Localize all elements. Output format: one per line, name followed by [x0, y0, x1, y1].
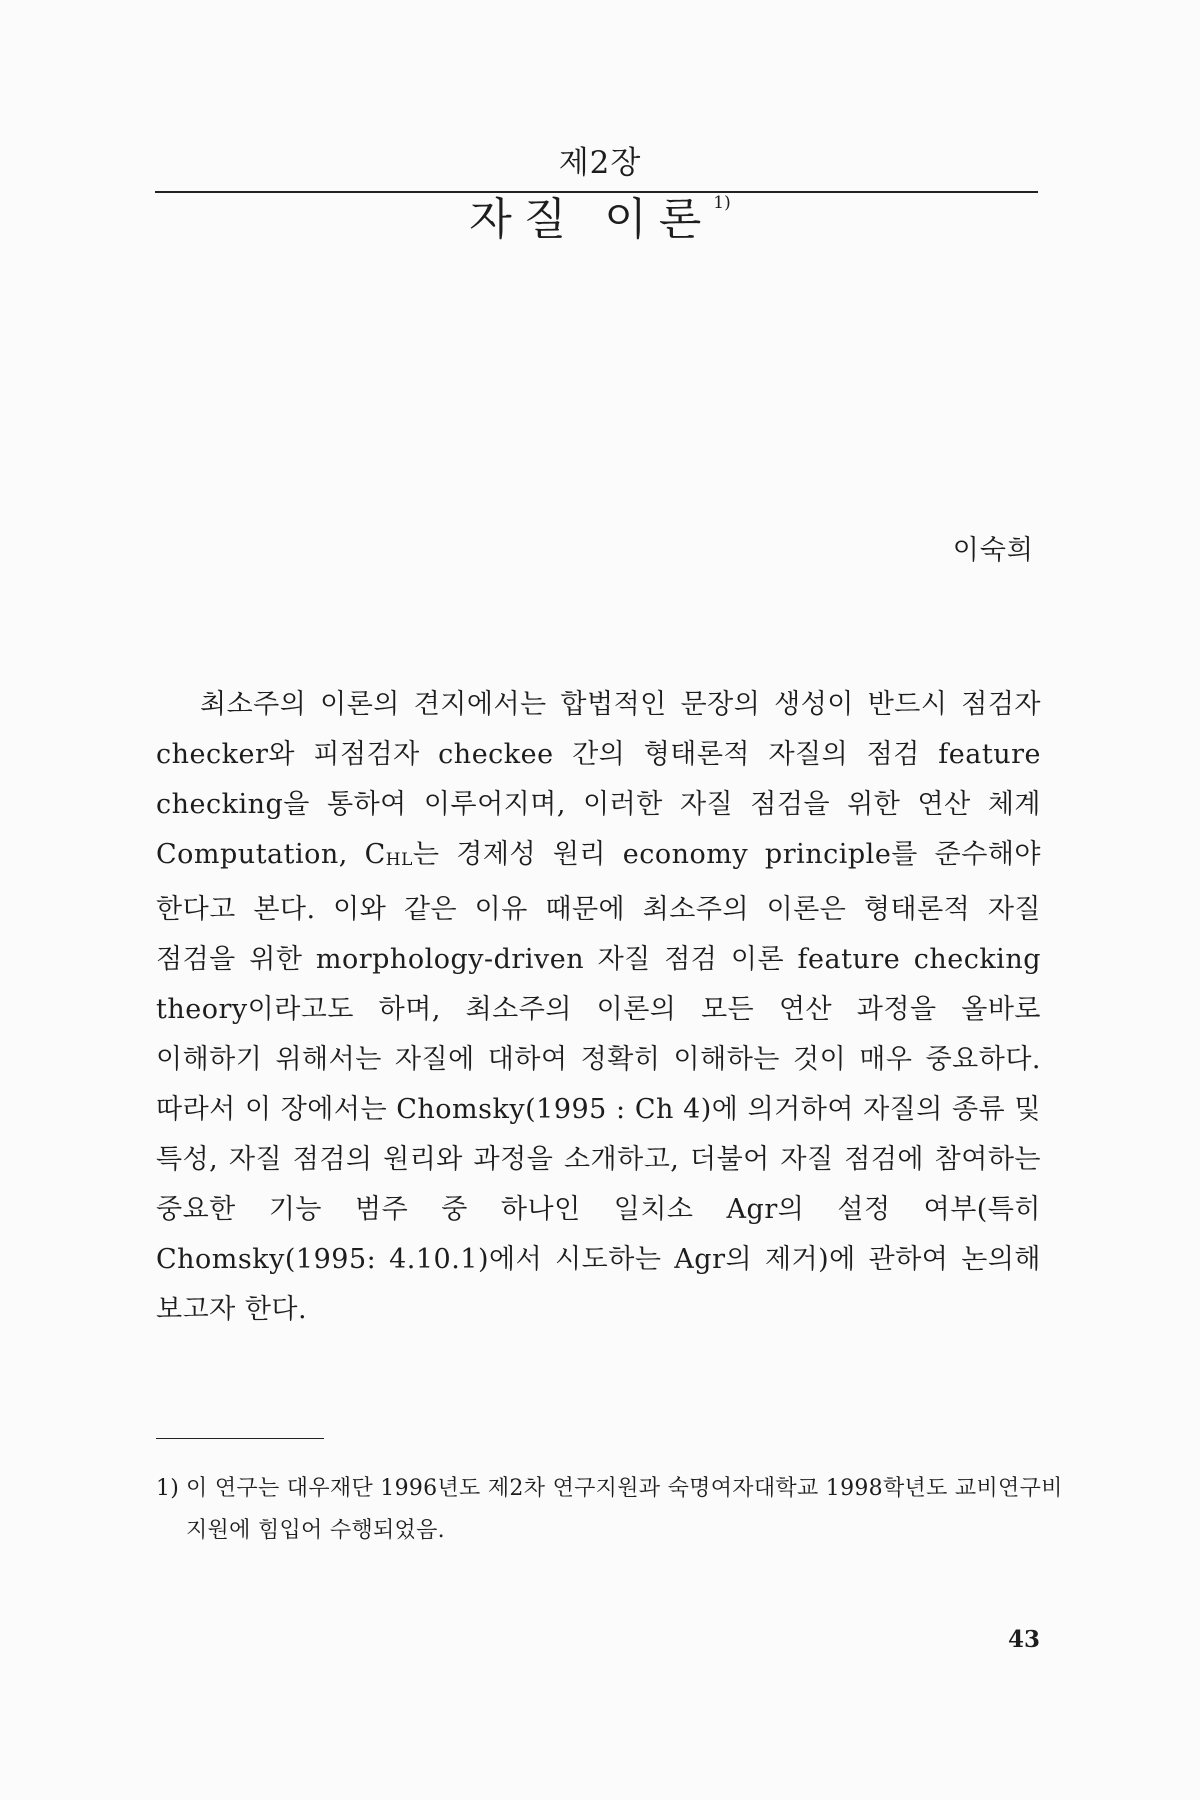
footnote	[156, 1468, 1071, 1552]
footnote-rule	[156, 1438, 324, 1439]
footnote-mark: 1)	[156, 1476, 180, 1501]
body-text-part1: 최소주의 이론의 견지에서는 합법적인 문장의 생성이 반드시 점검자 checker와 피점검자 checkee 간의 형태론적 자질의 점검 feature checking을 통하여 이루어지며, 이러한 자질 점검을 위한 연산 체계 Computation, C	[156, 689, 1041, 870]
body-text-part2: 는 경제성 원리 economy principle를 준수해야 한다고 본다. 이와 같은 이유 때문에 최소주의 이론은 형태론적 자질 점검을 위한 morphology-driven 자질 점검 이론 feature checking theory이라고도 하며, 최소주의 이론의 모든 연산 과정을 올바로 이해하기 위해서는 자질에 대하여 정확히 이해하는 것이 매우 중요하다. 따라서 이 장에서는 Chomsky(1995 : Ch 4)에 의거하여 자질의 종류 및 특성, 자질 점검의 원리와 과정을 소개하고, 더불어 자질 점검에 참여하는 중요한 기능 범주 중 하나인 일치소 Agr의 설정 여부(특히 Chomsky(1995: 4.10.1)에서 시도하는 Agr의 제거)에 관하여 논의해 보고자 한다.	[156, 839, 1041, 1325]
title-footnote-ref[interactable]: 1)	[713, 193, 731, 213]
chapter-title-text: 자질 이론	[469, 194, 714, 245]
page-number: 43	[1007, 1626, 1040, 1653]
footnote-text: 이 연구는 대우재단 1996년도 제2차 연구지원과 숙명여자대학교 1998학년도 교비연구비 지원에 힘입어 수행되었음.	[186, 1476, 1063, 1543]
chapter-rule	[155, 191, 1038, 193]
body-subscript: HL	[385, 850, 413, 870]
body-paragraph	[156, 680, 1041, 1335]
chapter-title	[0, 193, 1200, 245]
author-name: 이숙희	[952, 535, 1034, 566]
chapter-label: 제2장	[558, 145, 642, 181]
